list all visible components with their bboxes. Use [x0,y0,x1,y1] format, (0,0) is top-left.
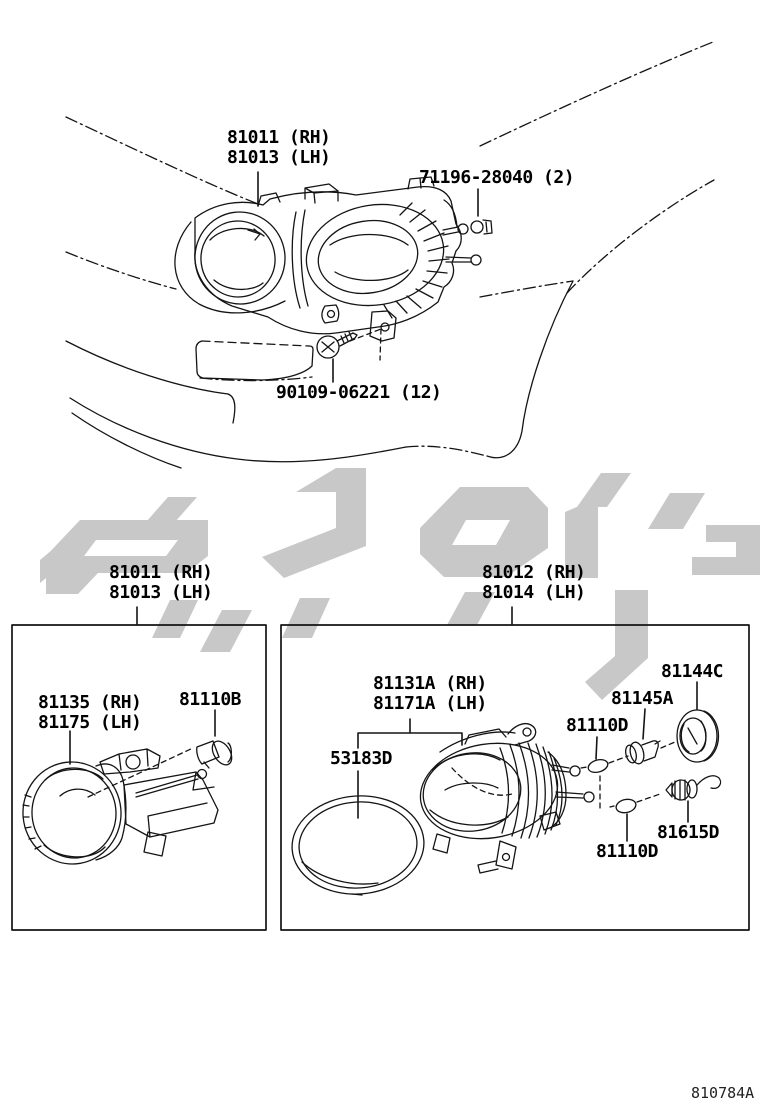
socket-81615d-drawing [666,776,721,800]
label-socket-81615d [657,823,719,843]
label-headlamp-unit [373,674,487,714]
bulb-81145a-drawing [624,741,675,765]
label-bulb-cover-lower [596,842,658,862]
headlamp-unit-drawing [413,724,594,873]
part-number: 81144C [661,661,724,682]
part-number-rh: 81135 (RH) [38,692,142,713]
bulb-cover-upper-drawing [581,756,628,775]
label-bulb-cover-upper [566,716,628,736]
headlamp-assembly-drawing [175,177,481,341]
label-screw [276,383,441,403]
label-headlamp-assy-top [227,128,330,168]
label-left-box-title [109,563,212,603]
car-front-outline-drawing [66,42,714,468]
part-number-lh: 81014 (LH) [482,582,586,603]
part-number-lh: 81175 (LH) [38,712,142,733]
drawing-reference-number: 810784A [691,1084,755,1102]
cap-81144c-drawing [677,710,719,762]
bulb-81110b-drawing [197,738,236,769]
part-number-lh: 81013 (LH) [109,582,213,603]
part-number: 81110D [596,841,659,862]
label-right-box-title [482,563,585,603]
part-number: 81110B [179,689,242,710]
label-cap-81144c [661,662,723,682]
part-number: 53183D [330,748,393,769]
leader-lines-top [258,172,478,382]
part-number: 81615D [657,822,720,843]
part-number: 81110D [566,715,629,736]
label-clip [419,168,574,188]
label-bulb-81110b [179,690,241,710]
clip-drawing [471,220,492,234]
part-number: 71196-28040 (2) [419,167,575,188]
part-number-rh: 81011 (RH) [227,127,331,148]
part-number: 81145A [611,688,674,709]
part-number: 90109-06221 (12) [276,382,442,403]
part-number-lh: 81171A (LH) [373,693,487,714]
bulb-cover-lower-drawing [600,776,660,814]
part-number-lh: 81013 (LH) [227,147,331,168]
left-detail-box-border [12,625,266,930]
part-number-rh: 81131A (RH) [373,673,487,694]
label-bulb-81145a [611,689,673,709]
foglamp-unit-drawing [19,748,218,868]
part-number-rh: 81011 (RH) [109,562,213,583]
label-foglamp-unit [38,693,141,733]
label-gasket [330,749,392,769]
part-number-rh: 81012 (RH) [482,562,586,583]
